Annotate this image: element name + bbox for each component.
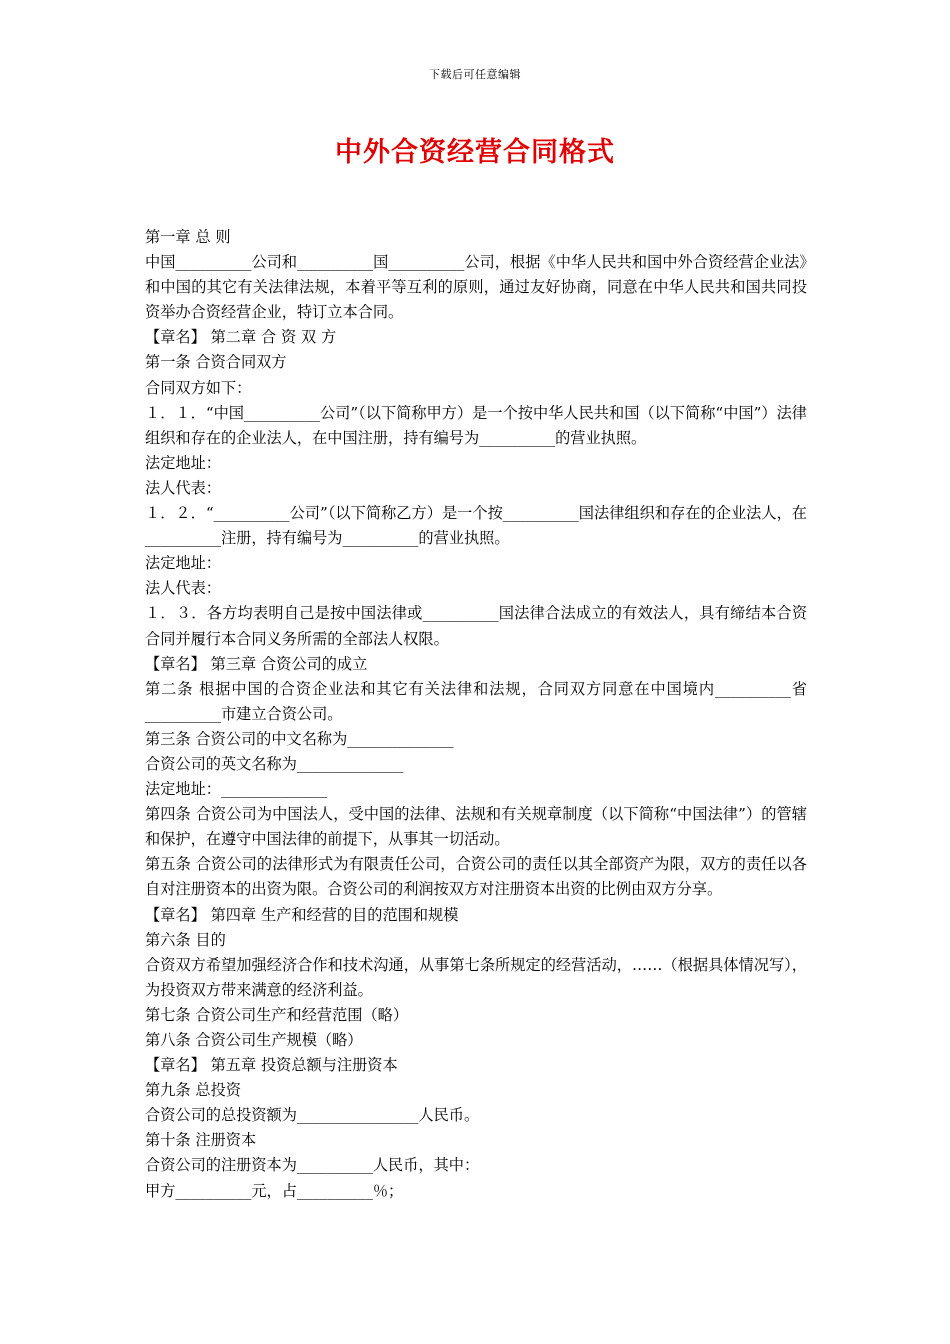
article-heading: 第一条 合资合同双方 <box>145 353 287 372</box>
article: 第四条 合资公司为中国法人，受中国的法律、法规和有关规章制度（以下简称“中国法律”）的管辖和保护，在遵守中国法律的前提下，从事其一切活动。 <box>145 805 807 849</box>
document-body <box>145 225 807 1204</box>
field-label: 法定地址： <box>145 554 221 573</box>
article: 第五条 合资公司的法律形式为有限责任公司，合资公司的责任以其全部资产为限，双方的责任以各自对注册资本的出资为限。合资公司的利润按双方对注册资本出资的比例由双方分享。 <box>145 855 807 899</box>
clause: １．３．各方均表明自己是按中国法律或__________国法律合法成立的有效法人，具有缔结本合资合同并履行本合同义务所需的全部法人权限。 <box>145 604 807 648</box>
chapter-heading: 【章名】 第四章 生产和经营的目的范围和规模 <box>145 905 459 924</box>
clause: １．１．“中国__________公司”（以下简称甲方）是一个按中华人民共和国（以下简称“中国”）法律组织和存在的企业法人，在中国注册，持有编号为__________的营业执照。 <box>145 403 807 447</box>
header-note: 下载后可任意编辑 <box>429 68 521 81</box>
article: 第三条 合资公司的中文名称为______________ <box>145 729 454 748</box>
field-label: 法人代表： <box>145 579 221 598</box>
chapter-heading: 第一章 总 则 <box>145 228 231 246</box>
article-heading: 第六条 目的 <box>145 930 226 949</box>
article: 第七条 合资公司生产和经营范围（略） <box>145 1005 409 1024</box>
chapter-heading: 【章名】 第二章 合 资 双 方 <box>145 328 337 347</box>
paragraph: 甲方__________元，占__________％； <box>145 1181 404 1200</box>
paragraph: 合资公司的注册资本为__________人民币，其中： <box>145 1156 480 1175</box>
article-heading: 第十条 注册资本 <box>145 1131 257 1150</box>
document-title: 中外合资经营合同格式 <box>335 137 615 168</box>
paragraph: 合资公司的总投资额为________________人民币。 <box>145 1106 480 1125</box>
paragraph: 合资公司的英文名称为______________ <box>145 754 404 773</box>
clause: １．２．“__________公司”（以下简称乙方）是一个按__________国法律组织和存在的企业法人，在__________注册，持有编号为__________的营业执照。 <box>145 504 807 548</box>
article: 第二条 根据中国的合资企业法和其它有关法律和法规，合同双方同意在中国境内__________省__________市建立合资公司。 <box>145 679 807 723</box>
chapter-heading: 【章名】 第五章 投资总额与注册资本 <box>145 1056 398 1075</box>
field-label: 法定地址：______________ <box>145 780 328 799</box>
paragraph: 中国__________公司和__________国__________公司，根据《中华人民共和国中外合资经营企业法》和中国的其它有关法律法规，本着平等互利的原则，通过友好协商，同意在中华人民共和国共同投资举办合资经营企业，特订立本合同。 <box>145 253 807 322</box>
field-label: 法人代表： <box>145 478 221 497</box>
field-label: 法定地址： <box>145 453 221 472</box>
chapter-heading: 【章名】 第三章 合资公司的成立 <box>145 654 368 673</box>
article: 第八条 合资公司生产规模（略） <box>145 1031 363 1049</box>
paragraph: 合资双方希望加强经济合作和技术沟通，从事第七条所规定的经营活动，……（根据具体情况写），为投资双方带来满意的经济利益。 <box>145 955 807 999</box>
paragraph: 合同双方如下： <box>145 378 252 397</box>
article-heading: 第九条 总投资 <box>145 1081 241 1100</box>
